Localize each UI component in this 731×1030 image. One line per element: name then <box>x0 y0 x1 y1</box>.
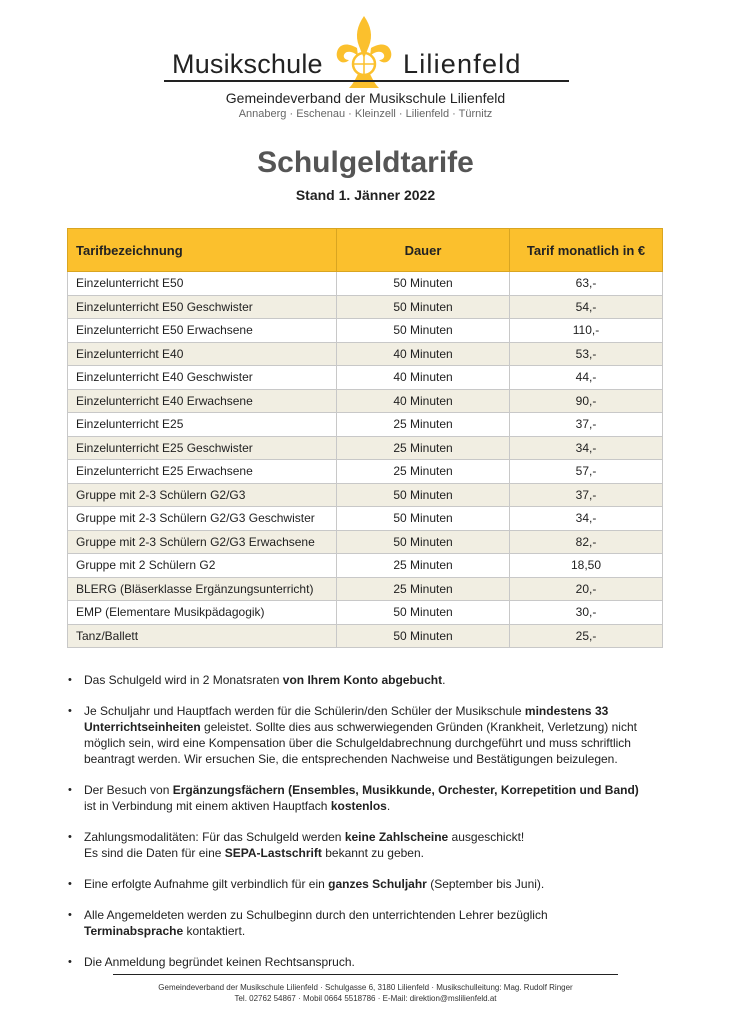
note-item <box>68 782 668 814</box>
header-divider <box>164 80 569 82</box>
note-emphasis: SEPA-Lastschrift <box>224 846 322 860</box>
notes-list <box>68 672 668 985</box>
table-row <box>68 366 663 390</box>
cell-tarif: 44,- <box>510 366 663 390</box>
table-row <box>68 530 663 554</box>
cell-tarif: 37,- <box>510 483 663 507</box>
cell-tarif: 30,- <box>510 601 663 625</box>
note-emphasis: Ergänzungsfächern (Ensembles, Musikkunde, Orchester, Korrepetition und Band) <box>172 783 639 797</box>
column-header-dauer: Dauer <box>337 229 510 272</box>
table-row <box>68 295 663 319</box>
cell-dauer: 25 Minuten <box>337 436 510 460</box>
cell-tarif: 54,- <box>510 295 663 319</box>
cell-tarif: 34,- <box>510 436 663 460</box>
note-text: . <box>442 673 446 687</box>
cell-tarif: 82,- <box>510 530 663 554</box>
table-row <box>68 507 663 531</box>
table-row <box>68 413 663 437</box>
cell-tarif: 63,- <box>510 272 663 296</box>
cell-dauer: 50 Minuten <box>337 483 510 507</box>
cell-tarifbezeichnung: Gruppe mit 2 Schülern G2 <box>68 554 337 578</box>
footer-contact: Tel. 02762 54867 · Mobil 0664 5518786 · E-Mail: direktion@mslilienfeld.at <box>234 994 497 1003</box>
member-towns: Annaberg · Eschenau · Kleinzell · Lilienfeld · Türnitz <box>238 108 493 120</box>
brand-name-left: Musikschule <box>172 49 323 79</box>
note-item <box>68 907 668 939</box>
note-item <box>68 954 668 970</box>
table-row <box>68 460 663 484</box>
note-text: ist in Verbindung mit einem aktiven Hauptfach <box>84 799 331 813</box>
note-text: (September bis Juni). <box>426 877 545 891</box>
cell-dauer: 50 Minuten <box>337 530 510 554</box>
cell-tarif: 57,- <box>510 460 663 484</box>
note-text: Es sind die Daten für eine <box>84 846 225 860</box>
cell-tarif: 18,50 <box>510 554 663 578</box>
note-text: bekannt zu geben. <box>321 846 424 860</box>
cell-tarif: 110,- <box>510 319 663 343</box>
table-row <box>68 577 663 601</box>
table-row <box>68 436 663 460</box>
table-row <box>68 601 663 625</box>
cell-tarifbezeichnung: Einzelunterricht E25 Erwachsene <box>68 460 337 484</box>
page-footer <box>0 982 731 1004</box>
cell-tarifbezeichnung: Einzelunterricht E50 Erwachsene <box>68 319 337 343</box>
cell-tarif: 37,- <box>510 413 663 437</box>
cell-tarifbezeichnung: EMP (Elementare Musikpädagogik) <box>68 601 337 625</box>
table-body <box>68 272 663 648</box>
cell-dauer: 40 Minuten <box>337 389 510 413</box>
cell-tarifbezeichnung: Einzelunterricht E25 Geschwister <box>68 436 337 460</box>
note-item <box>68 672 668 688</box>
cell-dauer: 25 Minuten <box>337 554 510 578</box>
cell-dauer: 25 Minuten <box>337 460 510 484</box>
cell-tarifbezeichnung: Einzelunterricht E50 <box>68 272 337 296</box>
organization-name: Gemeindeverband der Musikschule Lilienfeld <box>225 90 506 106</box>
note-text: Alle Angemeldeten werden zu Schulbeginn durch den unterrichtenden Lehrer bezüglich <box>84 908 548 922</box>
cell-dauer: 25 Minuten <box>337 413 510 437</box>
cell-tarif: 53,- <box>510 342 663 366</box>
cell-tarifbezeichnung: BLERG (Bläserklasse Ergänzungsunterricht) <box>68 577 337 601</box>
note-emphasis: keine Zahlscheine <box>344 830 449 844</box>
note-text: kontaktiert. <box>183 924 246 938</box>
cell-tarifbezeichnung: Gruppe mit 2-3 Schülern G2/G3 Geschwister <box>68 507 337 531</box>
table-row <box>68 624 663 648</box>
table-row <box>68 483 663 507</box>
cell-dauer: 50 Minuten <box>337 507 510 531</box>
cell-dauer: 50 Minuten <box>337 319 510 343</box>
cell-dauer: 50 Minuten <box>337 624 510 648</box>
footer-divider <box>113 974 618 975</box>
cell-dauer: 40 Minuten <box>337 342 510 366</box>
note-emphasis: Terminabsprache <box>84 924 184 938</box>
note-item <box>68 876 668 892</box>
table-row <box>68 389 663 413</box>
cell-tarif: 90,- <box>510 389 663 413</box>
cell-dauer: 25 Minuten <box>337 577 510 601</box>
table-row <box>68 342 663 366</box>
note-item <box>68 829 668 861</box>
cell-tarifbezeichnung: Gruppe mit 2-3 Schülern G2/G3 Erwachsene <box>68 530 337 554</box>
cell-dauer: 40 Minuten <box>337 366 510 390</box>
cell-tarifbezeichnung: Einzelunterricht E40 <box>68 342 337 366</box>
note-emphasis: von Ihrem Konto abgebucht <box>282 673 443 687</box>
table-row <box>68 319 663 343</box>
column-header-tarif: Tarifbezeichnung <box>68 229 337 272</box>
cell-tarifbezeichnung: Einzelunterricht E40 Erwachsene <box>68 389 337 413</box>
table-row <box>68 554 663 578</box>
cell-tarifbezeichnung: Tanz/Ballett <box>68 624 337 648</box>
cell-dauer: 50 Minuten <box>337 272 510 296</box>
page-header <box>0 0 731 130</box>
page-subtitle: Stand 1. Jänner 2022 <box>295 187 436 203</box>
note-item <box>68 703 668 767</box>
cell-dauer: 50 Minuten <box>337 295 510 319</box>
cell-tarifbezeichnung: Einzelunterricht E50 Geschwister <box>68 295 337 319</box>
brand-name-right: Lilienfeld <box>403 49 522 79</box>
cell-tarif: 34,- <box>510 507 663 531</box>
table-row <box>68 272 663 296</box>
note-emphasis: mindestens 33 Unterrichtseinheiten <box>84 704 609 734</box>
note-text: Zahlungsmodalitäten: Für das Schulgeld werden <box>84 830 345 844</box>
note-text: geleistet. Sollte dies aus schwerwiegenden Gründen (Krankheit, Verletzung) nicht möglich sein, wird eine Kompensation über die Schulgeldabrechnung durchgeführt und muss schriftlich beantragt werden. Wir ersuchen Sie, die entsprechenden Nachweise und Bestätigungen beizulegen. <box>84 720 637 766</box>
note-text: ausgeschickt! <box>448 830 525 844</box>
cell-tarifbezeichnung: Einzelunterricht E40 Geschwister <box>68 366 337 390</box>
tariff-table <box>67 228 663 648</box>
column-header-preis: Tarif monatlich in € <box>510 229 663 272</box>
note-emphasis: ganzes Schuljahr <box>328 877 427 891</box>
note-text: Die Anmeldung begründet keinen Rechtsanspruch. <box>84 955 355 969</box>
cell-tarifbezeichnung: Einzelunterricht E25 <box>68 413 337 437</box>
cell-tarif: 20,- <box>510 577 663 601</box>
note-emphasis: kostenlos <box>330 799 387 813</box>
lily-logo-icon <box>333 14 395 90</box>
cell-tarifbezeichnung: Gruppe mit 2-3 Schülern G2/G3 <box>68 483 337 507</box>
note-text: Das Schulgeld wird in 2 Monatsraten <box>84 673 283 687</box>
cell-tarif: 25,- <box>510 624 663 648</box>
table-header-row <box>68 229 663 272</box>
page-title: Schulgeldtarife <box>257 146 474 179</box>
note-text: Eine erfolgte Aufnahme gilt verbindlich für ein <box>84 877 329 891</box>
note-text: . <box>386 799 391 813</box>
note-text: Je Schuljahr und Hauptfach werden für die Schülerin/den Schüler der Musikschule <box>84 704 525 718</box>
note-text: Der Besuch von <box>84 783 173 797</box>
cell-dauer: 50 Minuten <box>337 601 510 625</box>
footer-address: Gemeindeverband der Musikschule Lilienfeld · Schulgasse 6, 3180 Lilienfeld · Musikschulleitung: Mag. Rudolf Ringer <box>158 983 573 992</box>
